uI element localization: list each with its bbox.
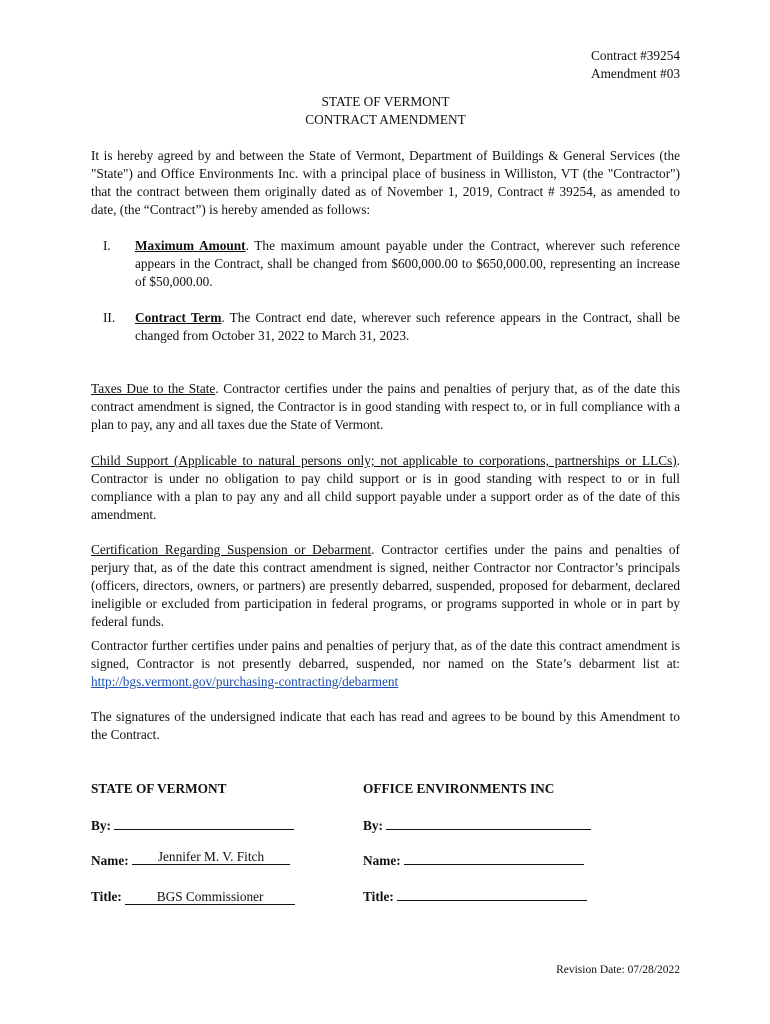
intro-paragraph: It is hereby agreed by and between the State of Vermont, Department of Buildings & General Services (the "State") and Office Environments Inc. with a principal place of business in Williston, VT (the "Contractor") that the contract between them originally dated as of November 1, 2019, Contract # 39254, as amended to date, (the “Contract”) is hereby amended as follows: (91, 148, 680, 217)
certification-paragraph (91, 541, 680, 631)
title-line-1: STATE OF VERMONT (321, 94, 450, 109)
certification-text: . Contractor certifies under the pains and penalties of perjury that, as of the date this contract amendment is signed, neither Contractor nor Contractor’s principals (officers, directors, owners, or partners) are presently debarred, suspended, proposed for debarment, declared ineligible or excluded from participation in federal programs, or programs supported in whole or in part by federal funds. (91, 542, 680, 629)
revision-date: Revision Date: 07/28/2022 (556, 964, 680, 976)
clause-text: . The maximum amount payable under the Contract, wherever such reference appears in the Contract, shall be changed from $600,000.00 to $650,000.00, representing an increase of $50,000.00. (135, 238, 680, 289)
clause-maximum-amount (91, 237, 680, 291)
signature-intro: The signatures of the undersigned indicate that each has read and agrees to be bound by this Amendment to the Contract. (91, 709, 680, 742)
document-page (91, 0, 680, 1024)
signature-by-contractor (363, 815, 591, 835)
clause-heading: Contract Term (135, 310, 222, 325)
clause-body (135, 237, 680, 291)
name-label: Name: (363, 853, 401, 868)
certification-heading: Certification Regarding Suspension or Debarment (91, 542, 372, 557)
signature-heading-contractor: OFFICE ENVIRONMENTS INC (363, 781, 555, 796)
child-support-text: . Contractor is under no obligation to pay child support or is in good standing with respect to or in full compliance with a plan to pay any and all child support payable under a support order as of the date of this amendment. (91, 453, 680, 522)
further-certification-paragraph (91, 637, 680, 691)
by-label: By: (363, 818, 383, 833)
title-label: Title: (91, 889, 122, 904)
title-line[interactable] (125, 890, 295, 905)
clause-body (135, 309, 680, 345)
by-signature-line[interactable] (114, 815, 294, 830)
name-value: Jennifer M. V. Fitch (157, 849, 265, 864)
signature-name-contractor (363, 850, 584, 870)
child-support-heading: Child Support (Applicable to natural persons only; not applicable to corporations, partnerships or LLCs) (91, 453, 677, 468)
taxes-heading: Taxes Due to the State (91, 381, 216, 396)
clause-numeral: I. (103, 238, 111, 253)
title-line[interactable] (397, 886, 587, 901)
document-title (91, 93, 680, 129)
title-label: Title: (363, 889, 394, 904)
signature-by-state (91, 815, 294, 835)
signature-name-state (91, 850, 290, 870)
name-label: Name: (91, 853, 129, 868)
taxes-text: . Contractor certifies under the pains and penalties of perjury that, as of the date this contract amendment is signed, the Contractor is in good standing with respect to, or in full compliance with a plan to pay, any and all taxes due the State of Vermont. (91, 381, 680, 432)
title-value: BGS Commissioner (156, 889, 264, 904)
further-certification-text: Contractor further certifies under pains and penalties of perjury that, as of the date this contract amendment is signed, Contractor is not presently debarred, suspended, nor named on the State’s debarment list at: (91, 638, 680, 671)
name-line[interactable] (132, 850, 290, 865)
by-label: By: (91, 818, 111, 833)
child-support-paragraph (91, 452, 680, 524)
clause-contract-term (91, 309, 680, 345)
by-signature-line[interactable] (386, 815, 591, 830)
clause-text: . The Contract end date, wherever such reference appears in the Contract, shall be changed from October 31, 2022 to March 31, 2023. (135, 310, 680, 343)
signature-title-contractor (363, 886, 587, 906)
contract-reference (591, 47, 680, 83)
signature-heading-state: STATE OF VERMONT (91, 781, 227, 796)
signature-title-state (91, 886, 295, 906)
clause-heading: Maximum Amount (135, 238, 246, 253)
title-line-2: CONTRACT AMENDMENT (305, 112, 466, 127)
clause-numeral: II. (103, 310, 116, 325)
contract-number: Contract #39254 (590, 48, 680, 63)
name-line[interactable] (404, 850, 584, 865)
amendment-number: Amendment #03 (590, 66, 680, 81)
debarment-list-link[interactable]: http://bgs.vermont.gov/purchasing-contracting/debarment (91, 674, 399, 689)
taxes-paragraph (91, 380, 680, 434)
